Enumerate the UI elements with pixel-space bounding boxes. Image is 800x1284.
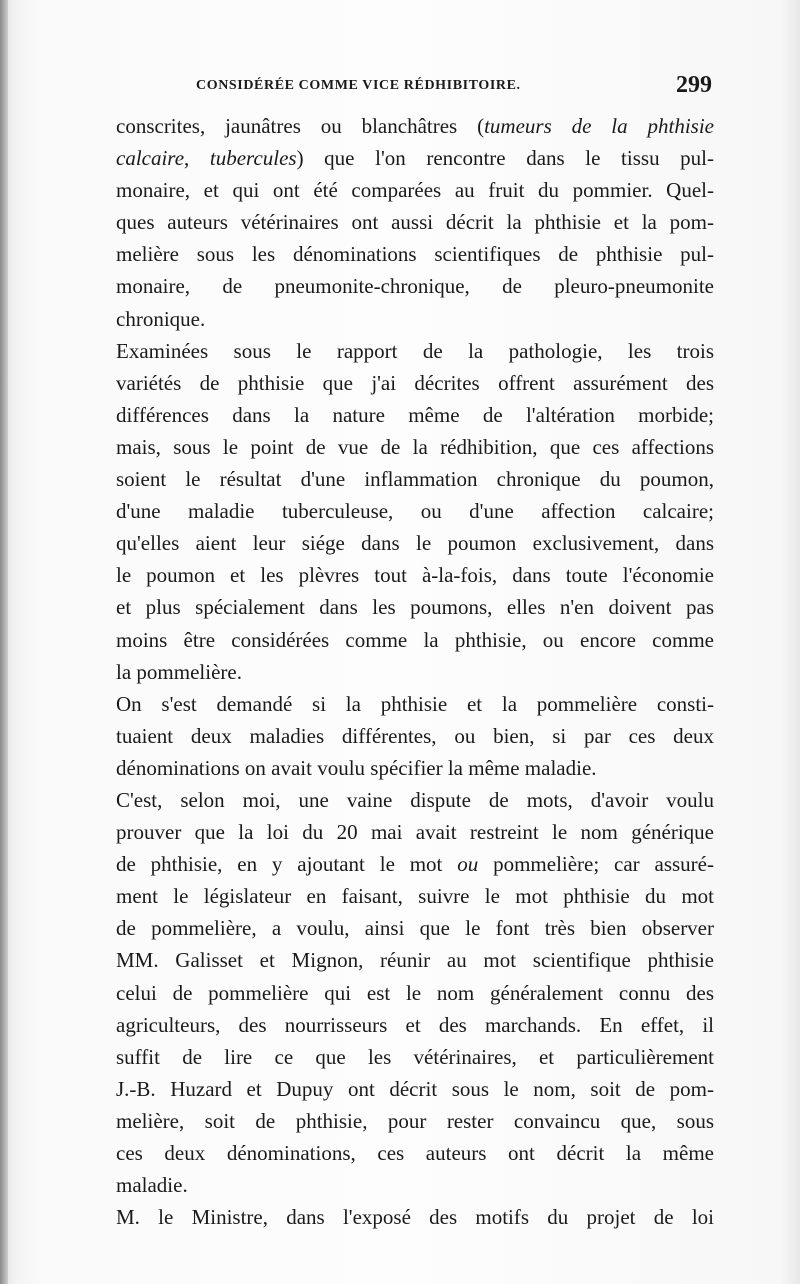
text-line: calcaire, tubercules) que l'on rencontre dans le tissu pul- (116, 146, 714, 171)
text-line: de phthisie, en y ajoutant le mot ou pommelière; car assuré- (116, 852, 714, 877)
text-line: la pommelière. (116, 659, 242, 684)
text-line: melière sous les dénominations scientifiques de phthisie pul- (116, 242, 714, 267)
text-line: melière, soit de phthisie, pour rester convaincu que, sous (116, 1108, 714, 1133)
paragraph-start-line: Examinées sous le rapport de la pathologie, les trois (116, 338, 714, 363)
text-line: monaire, et qui ont été comparées au fruit du pommier. Quel- (116, 178, 714, 203)
text-line: soient le résultat d'une inflammation chronique du poumon, (116, 467, 714, 492)
text-line: prouver que la loi du 20 mai avait restreint le nom générique (116, 820, 714, 845)
running-head-title: CONSIDÉRÉE COMME VICE RÉDHIBITOIRE. (196, 78, 521, 93)
body-text (116, 110, 714, 1233)
text-line: suffit de lire ce que les vétérinaires, et particulièrement (116, 1044, 714, 1069)
text-line: agriculteurs, des nourrisseurs et des marchands. En effet, il (116, 1012, 714, 1037)
paragraph-start-line: M. le Ministre, dans l'exposé des motifs du projet de loi (116, 1205, 714, 1230)
text-line: J.-B. Huzard et Dupuy ont décrit sous le nom, soit de pom- (116, 1076, 714, 1101)
text-line: le poumon et les plèvres tout à-la-fois, dans toute l'économie (116, 563, 714, 588)
text-line: ment le législateur en faisant, suivre le mot phthisie du mot (116, 884, 714, 909)
text-line: celui de pommelière qui est le nom généralement connu des (116, 980, 714, 1005)
text-line: moins être considérées comme la phthisie, ou encore comme (116, 627, 714, 652)
paragraph-start-line: C'est, selon moi, une vaine dispute de mots, d'avoir voulu (116, 787, 714, 812)
scan-edge (0, 0, 8, 1284)
text-line: monaire, de pneumonite-chronique, de pleuro-pneumonite (116, 274, 714, 299)
text-line: et plus spécialement dans les poumons, elles n'en doivent pas (116, 595, 714, 620)
text-line: dénominations on avait voulu spécifier la même maladie. (116, 755, 597, 780)
page-number: 299 (676, 72, 712, 98)
text-line: variétés de phthisie que j'ai décrites offrent assurément des (116, 370, 714, 395)
text-line: ces deux dénominations, ces auteurs ont décrit la même (116, 1141, 714, 1165)
text-line: maladie. (116, 1173, 188, 1198)
text-line: chronique. (116, 306, 206, 331)
text-line: différences dans la nature même de l'altération morbide; (116, 402, 714, 427)
text-line: ques auteurs vétérinaires ont aussi décrit la phthisie et la pom- (116, 210, 714, 235)
text-line: mais, sous le point de vue de la rédhibition, que ces affections (116, 434, 714, 459)
text-line: MM. Galisset et Mignon, réunir au mot scientifique phthisie (116, 948, 714, 973)
text-line: de pommelière, a voulu, ainsi que le font très bien observer (116, 916, 714, 941)
paragraph-start-line: On s'est demandé si la phthisie et la pommelière consti- (116, 691, 714, 716)
text-line: d'une maladie tuberculeuse, ou d'une affection calcaire; (116, 499, 714, 524)
text-line: tuaient deux maladies différentes, ou bien, si par ces deux (116, 723, 714, 748)
text-line: conscrites, jaunâtres ou blanchâtres (tumeurs de la phthisie (116, 114, 714, 138)
running-head (116, 72, 712, 102)
text-line: qu'elles aient leur siége dans le poumon exclusivement, dans (116, 531, 714, 556)
